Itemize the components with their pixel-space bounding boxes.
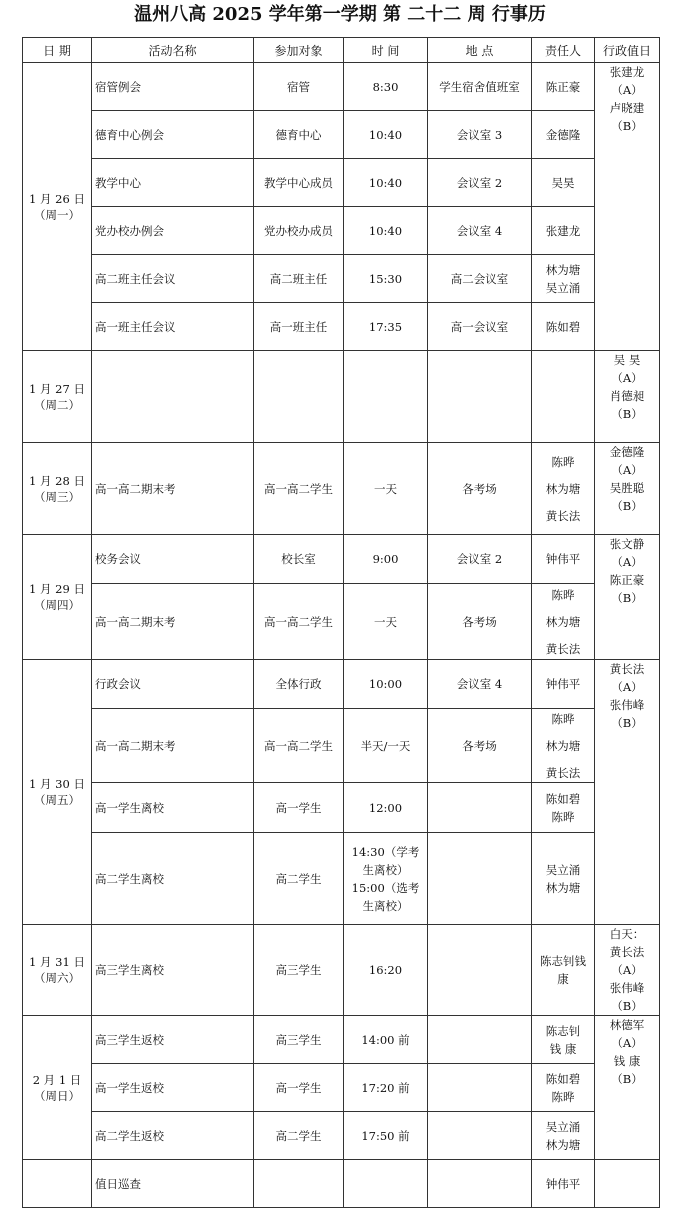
weekday-text: （周日） — [34, 1088, 80, 1103]
date-cell — [23, 660, 92, 925]
time-cell — [344, 833, 428, 925]
location-cell: 会议室 4 — [428, 207, 532, 255]
responsible-cell — [532, 660, 595, 709]
activity-cell: 高三学生返校 — [92, 1016, 254, 1064]
text-line: 张建龙 — [609, 65, 645, 79]
weekday-text: （周二） — [34, 397, 80, 412]
table-row — [23, 443, 660, 535]
responsible-cell — [532, 925, 595, 1016]
duty-cell — [595, 63, 660, 351]
date-text: 1 月 29 日 — [29, 582, 85, 596]
time-cell — [344, 63, 428, 111]
text-line: 10:40 — [368, 223, 403, 238]
text-line: （A） — [611, 963, 643, 977]
text-line: 金德隆 — [609, 445, 645, 459]
location-cell: 高二会议室 — [428, 255, 532, 303]
participants-cell: 教学中心成员 — [254, 159, 344, 207]
schedule-table — [22, 37, 660, 1208]
table-row — [23, 925, 660, 1016]
text-line: 张伟峰 — [609, 698, 645, 712]
date-text: 1 月 31 日 — [29, 955, 85, 969]
activity-cell: 德育中心例会 — [92, 111, 254, 159]
activity-cell: 高一学生离校 — [92, 783, 254, 833]
activity-cell: 校务会议 — [92, 535, 254, 584]
text-line: 10:40 — [368, 127, 403, 142]
text-line: 林为塘 — [545, 481, 581, 496]
text-line: 吴胜聪 — [609, 481, 645, 495]
participants-cell: 宿管 — [254, 63, 344, 111]
responsible-cell — [532, 1160, 595, 1208]
text-line: 张伟峰 — [609, 981, 645, 995]
text-line: 17:20 前 — [361, 1080, 410, 1095]
line-gap — [535, 728, 591, 737]
time-cell — [344, 660, 428, 709]
date-text: 2 月 1 日 — [32, 1072, 82, 1087]
text-line: 生离校） — [362, 862, 409, 877]
location-cell: 会议室 2 — [428, 535, 532, 584]
time-cell — [344, 535, 428, 584]
participants-cell: 高三学生 — [254, 1016, 344, 1064]
responsible-cell — [532, 303, 595, 351]
text-line: （A） — [611, 1036, 643, 1050]
responsible-cell — [532, 783, 595, 833]
participants-cell: 高二班主任 — [254, 255, 344, 303]
text-line: 16:20 — [368, 963, 403, 977]
activity-cell: 高二学生离校 — [92, 833, 254, 925]
table-row — [23, 709, 660, 783]
duty-cell — [595, 925, 660, 1016]
text-line: 黄长法 — [545, 641, 581, 656]
participants-cell: 高一高二学生 — [254, 709, 344, 783]
text-line: 钟伟平 — [545, 677, 581, 691]
location-cell: 学生宿舍值班室 — [428, 63, 532, 111]
activity-cell: 高三学生离校 — [92, 925, 254, 1016]
text-line: 张建龙 — [545, 223, 581, 238]
location-cell — [428, 1064, 532, 1112]
text-line: 12:00 — [368, 800, 403, 815]
text-line: 康 — [557, 972, 569, 986]
table-row — [23, 63, 660, 111]
weekday-text: （周六） — [34, 971, 80, 985]
participants-cell: 高三学生 — [254, 925, 344, 1016]
responsible-cell — [532, 111, 595, 159]
date-text: 1 月 30 日 — [29, 777, 85, 791]
text-line: 陈晔 — [551, 454, 575, 469]
location-cell: 高一会议室 — [428, 303, 532, 351]
text-line: 14:30（学考 — [351, 844, 420, 859]
text-line: 陈晔 — [551, 809, 575, 824]
text-line: （A） — [611, 371, 643, 385]
text-line: （B） — [611, 591, 643, 605]
time-cell — [344, 443, 428, 535]
text-line: 14:00 前 — [361, 1032, 410, 1047]
text-line: 陈晔 — [551, 587, 575, 602]
text-line: 9:00 — [372, 552, 399, 566]
participants-cell: 校长室 — [254, 535, 344, 584]
text-line: 陈如碧 — [545, 791, 581, 806]
participants-cell: 党办校办成员 — [254, 207, 344, 255]
text-line: 黄长法 — [609, 662, 645, 676]
time-cell — [344, 709, 428, 783]
activity-cell: 宿管例会 — [92, 63, 254, 111]
participants-cell — [254, 1160, 344, 1208]
participants-cell — [254, 351, 344, 443]
text-line: 陈志钊 — [545, 1023, 581, 1038]
header-responsible: 责任人 — [532, 38, 595, 63]
text-line: 15:30 — [368, 271, 403, 286]
text-line: 陈如碧 — [545, 319, 581, 334]
time-cell — [344, 159, 428, 207]
responsible-cell — [532, 535, 595, 584]
text-line: 吴立涌 — [545, 862, 581, 877]
text-line: 一天 — [374, 614, 397, 629]
text-line: 吴 昊 — [613, 353, 641, 367]
text-line: （B） — [611, 499, 643, 513]
text-line: （B） — [611, 716, 643, 730]
line-gap — [535, 755, 591, 764]
text-line: 钱 康 — [613, 1054, 641, 1068]
text-line: （A） — [611, 555, 643, 569]
text-line: （B） — [611, 407, 643, 421]
text-line: 林为塘 — [545, 262, 581, 277]
location-cell — [428, 925, 532, 1016]
activity-cell: 教学中心 — [92, 159, 254, 207]
location-cell: 各考场 — [428, 443, 532, 535]
text-line: 10:40 — [368, 175, 403, 190]
participants-cell: 全体行政 — [254, 660, 344, 709]
time-cell — [344, 351, 428, 443]
activity-cell: 党办校办例会 — [92, 207, 254, 255]
table-row — [23, 303, 660, 351]
text-line: 8:30 — [372, 79, 399, 94]
date-cell — [23, 1160, 92, 1208]
time-cell — [344, 1016, 428, 1064]
date-cell — [23, 1016, 92, 1160]
responsible-cell — [532, 833, 595, 925]
participants-cell: 高一高二学生 — [254, 443, 344, 535]
text-line: 肖德昶 — [609, 389, 645, 403]
responsible-cell — [532, 709, 595, 783]
participants-cell: 高二学生 — [254, 1112, 344, 1160]
duty-cell — [595, 1016, 660, 1160]
text-line: 17:50 前 — [361, 1128, 410, 1143]
location-cell: 会议室 2 — [428, 159, 532, 207]
text-line: 林为塘 — [545, 1137, 581, 1152]
text-line: 张文静 — [609, 537, 645, 551]
location-cell: 各考场 — [428, 709, 532, 783]
text-line: 林德军 — [609, 1018, 645, 1032]
location-cell — [428, 351, 532, 443]
responsible-cell — [532, 1112, 595, 1160]
participants-cell: 德育中心 — [254, 111, 344, 159]
text-line: 钱 康 — [549, 1041, 577, 1056]
time-cell — [344, 584, 428, 660]
text-line: 钟伟平 — [545, 1176, 581, 1191]
text-line: 钟伟平 — [545, 552, 581, 566]
date-cell — [23, 443, 92, 535]
time-cell — [344, 783, 428, 833]
text-line: 黄长法 — [609, 945, 645, 959]
responsible-cell — [532, 207, 595, 255]
line-gap — [535, 471, 591, 480]
table-row — [23, 1016, 660, 1064]
responsible-cell — [532, 1016, 595, 1064]
date-text: 1 月 27 日 — [29, 381, 85, 396]
header-activity: 活动名称 — [92, 38, 254, 63]
text-line: 吴昊 — [551, 175, 575, 190]
activity-cell: 值日巡查 — [92, 1160, 254, 1208]
location-cell — [428, 833, 532, 925]
table-row — [23, 207, 660, 255]
location-cell — [428, 1160, 532, 1208]
date-cell — [23, 535, 92, 660]
responsible-cell — [532, 584, 595, 660]
duty-cell — [595, 1160, 660, 1208]
table-row — [23, 833, 660, 925]
responsible-cell — [532, 63, 595, 111]
date-cell — [23, 925, 92, 1016]
location-cell — [428, 1016, 532, 1064]
text-line: （A） — [611, 680, 643, 694]
time-cell — [344, 111, 428, 159]
activity-cell: 高一高二期末考 — [92, 443, 254, 535]
weekday-text: （周三） — [34, 489, 80, 504]
table-row — [23, 1160, 660, 1208]
location-cell — [428, 1112, 532, 1160]
weekday-text: （周四） — [34, 598, 80, 612]
responsible-cell — [532, 255, 595, 303]
activity-cell: 高二学生返校 — [92, 1112, 254, 1160]
time-cell — [344, 925, 428, 1016]
responsible-cell — [532, 1064, 595, 1112]
location-cell: 会议室 3 — [428, 111, 532, 159]
text-line: （B） — [611, 119, 643, 133]
duty-cell — [595, 351, 660, 443]
text-line: （A） — [611, 463, 643, 477]
participants-cell: 高一学生 — [254, 783, 344, 833]
duty-cell — [595, 660, 660, 925]
activity-cell: 高一高二期末考 — [92, 584, 254, 660]
responsible-cell — [532, 351, 595, 443]
activity-cell: 高一班主任会议 — [92, 303, 254, 351]
time-cell — [344, 303, 428, 351]
activity-cell: 高一高二期末考 — [92, 709, 254, 783]
time-cell — [344, 1160, 428, 1208]
header-time: 时 间 — [344, 38, 428, 63]
duty-cell — [595, 535, 660, 660]
date-text: 1 月 28 日 — [29, 473, 85, 488]
table-row — [23, 1112, 660, 1160]
date-cell — [23, 351, 92, 443]
schedule-body — [23, 63, 660, 1208]
weekday-text: （周一） — [34, 207, 80, 222]
text-line: 陈志钊钱 — [540, 954, 586, 968]
text-line: 金德隆 — [545, 127, 581, 142]
text-line: 陈正豪 — [609, 573, 645, 587]
text-line: 10:00 — [368, 677, 403, 691]
table-row — [23, 660, 660, 709]
table-row — [23, 159, 660, 207]
table-row — [23, 351, 660, 443]
text-line: （B） — [611, 1072, 643, 1086]
participants-cell: 高二学生 — [254, 833, 344, 925]
duty-cell — [595, 443, 660, 535]
line-gap — [535, 631, 591, 640]
text-line: 陈晔 — [551, 711, 575, 726]
header-duty: 行政值日 — [595, 38, 660, 63]
text-line: （B） — [611, 999, 643, 1013]
text-line: 陈晔 — [551, 1089, 575, 1104]
table-row — [23, 535, 660, 584]
text-line: 白天： — [609, 927, 645, 941]
text-line: 15:00（选考 — [351, 880, 420, 895]
participants-cell: 高一学生 — [254, 1064, 344, 1112]
line-gap — [535, 498, 591, 507]
time-cell — [344, 1064, 428, 1112]
location-cell: 会议室 4 — [428, 660, 532, 709]
text-line: 陈如碧 — [545, 1071, 581, 1086]
table-row — [23, 584, 660, 660]
text-line: 林为塘 — [545, 738, 581, 753]
participants-cell: 高一高二学生 — [254, 584, 344, 660]
date-text: 1 月 26 日 — [29, 191, 85, 206]
text-line: 黄长法 — [545, 765, 581, 780]
header-row — [23, 38, 660, 63]
date-cell — [23, 63, 92, 351]
text-line: 一天 — [374, 481, 397, 496]
location-cell: 各考场 — [428, 584, 532, 660]
text-line: 生离校） — [362, 898, 409, 913]
time-cell — [344, 1112, 428, 1160]
time-cell — [344, 207, 428, 255]
text-line: 吴立涌 — [545, 280, 581, 295]
activity-cell — [92, 351, 254, 443]
table-row — [23, 111, 660, 159]
responsible-cell — [532, 159, 595, 207]
location-cell — [428, 783, 532, 833]
participants-cell: 高一班主任 — [254, 303, 344, 351]
text-line: 半天/一天 — [360, 738, 411, 753]
page-title: 温州八高 2025 学年第一学期 第 二十二 周 行事历 — [134, 4, 546, 25]
text-line: 卢晓建 — [609, 101, 645, 115]
text-line: 黄长法 — [545, 508, 581, 523]
activity-cell: 行政会议 — [92, 660, 254, 709]
text-line: 林为塘 — [545, 614, 581, 629]
text-line: 吴立涌 — [545, 1119, 581, 1134]
table-row — [23, 1064, 660, 1112]
header-participants: 参加对象 — [254, 38, 344, 63]
header-date: 日 期 — [23, 38, 92, 63]
table-row — [23, 783, 660, 833]
activity-cell: 高二班主任会议 — [92, 255, 254, 303]
weekday-text: （周五） — [34, 793, 80, 807]
responsible-cell — [532, 443, 595, 535]
activity-cell: 高一学生返校 — [92, 1064, 254, 1112]
text-line: 17:35 — [368, 319, 403, 334]
line-gap — [535, 604, 591, 613]
text-line: 林为塘 — [545, 880, 581, 895]
header-location: 地 点 — [428, 38, 532, 63]
text-line: （A） — [611, 83, 643, 97]
time-cell — [344, 255, 428, 303]
text-line: 陈正豪 — [545, 79, 581, 94]
table-row — [23, 255, 660, 303]
